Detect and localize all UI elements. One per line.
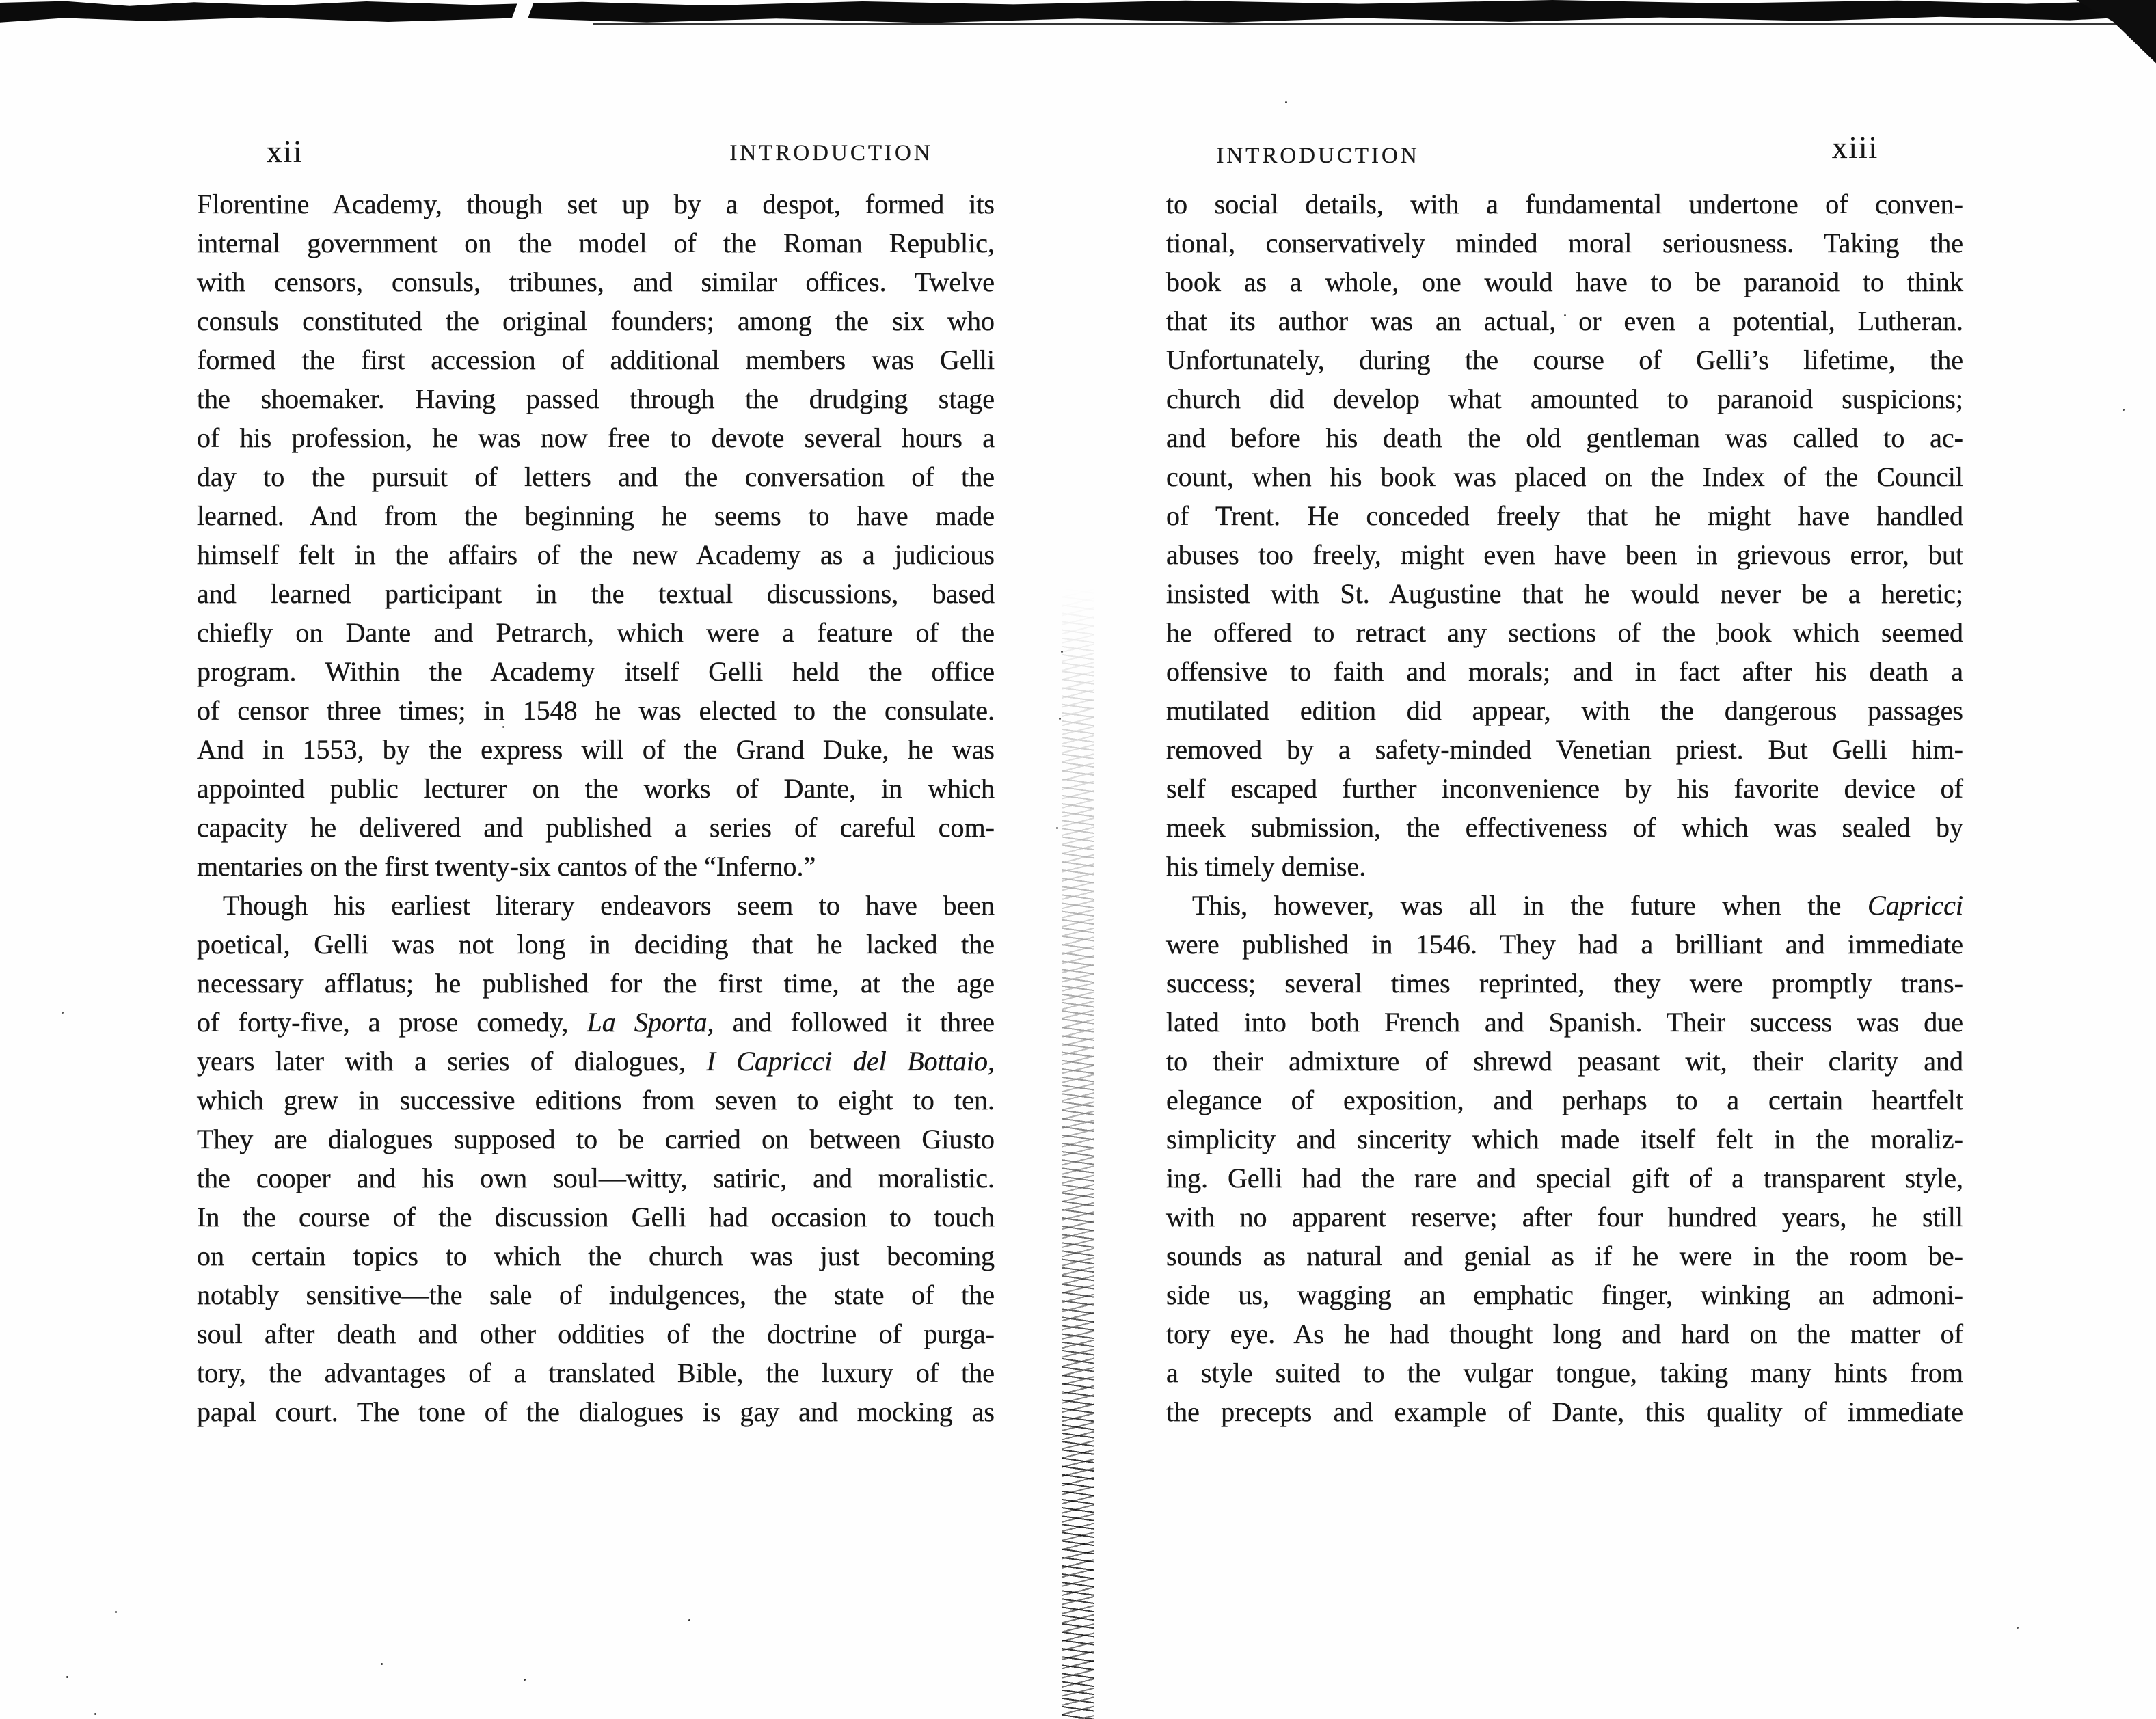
text-segment: and followed it three <box>714 1007 995 1038</box>
text-line: meek submission, the effectiveness of which was sealed by <box>1166 812 1963 843</box>
text-line: sounds as natural and genial as if he were in the room be- <box>1166 1241 1963 1271</box>
text-line: the precepts and example of Dante, this quality of immediate <box>1166 1396 1963 1427</box>
text-line <box>197 1042 995 1081</box>
text-line: tional, conservatively minded moral seriousness. Taking the <box>1166 228 1963 258</box>
text-line: necessary afflatus; he published for the first time, at the age <box>197 968 995 999</box>
text-line: mentaries on the first twenty-six cantos of the “Inferno.” <box>197 851 816 882</box>
text-line: were published in 1546. They had a brilliant and immediate <box>1166 929 1963 960</box>
text-line: Unfortunately, during the course of Gelli’s lifetime, the <box>1166 344 1963 375</box>
text-line: formed the first accession of additional members was Gelli <box>197 344 995 375</box>
text-line: soul after death and other oddities of the doctrine of purga- <box>197 1318 995 1349</box>
page-number-right: xiii <box>1832 131 1879 165</box>
text-line: offensive to faith and morals; and in fact after his death a <box>1166 656 1963 687</box>
text-line: Though his earliest literary endeavors seem to have been <box>223 890 995 921</box>
paragraph <box>1166 886 1963 1431</box>
italic-text-segment: La Sporta, <box>587 1007 714 1038</box>
text-line: he offered to retract any sections of the book which seemed <box>1166 617 1963 648</box>
italic-text-segment: Capricci <box>1868 890 1963 921</box>
text-segment: of forty-five, a prose comedy, <box>197 1007 587 1038</box>
paragraph <box>197 185 995 886</box>
text-line: of his profession, he was now free to devote several hours a <box>197 422 995 453</box>
text-line: ing. Gelli had the rare and special gift of a transparent style, <box>1166 1163 1963 1193</box>
text-line: day to the pursuit of letters and the conversation of the <box>197 461 995 492</box>
text-line: poetical, Gelli was not long in deciding that he lacked the <box>197 929 995 960</box>
text-line: Florentine Academy, though set up by a despot, formed its <box>197 189 995 219</box>
text-line: of censor three times; in 1548 he was elected to the consulate. <box>197 695 995 726</box>
page-number-left: xii <box>267 135 304 169</box>
text-line: elegance of exposition, and perhaps to a certain heartfelt <box>1166 1085 1963 1115</box>
text-line: They are dialogues supposed to be carried on between Giusto <box>197 1124 995 1154</box>
text-line: to their admixture of shrewd peasant wit, their clarity and <box>1166 1046 1963 1077</box>
text-line: which grew in successive editions from seven to eight to ten. <box>197 1085 995 1115</box>
text-line: tory eye. As he had thought long and hard on the matter of <box>1166 1318 1963 1349</box>
text-line: tory, the advantages of a translated Bible, the luxury of the <box>197 1357 995 1388</box>
italic-text-segment: I Capricci del Bottaio, <box>706 1046 995 1077</box>
text-line: with no apparent reserve; after four hundred years, he still <box>1166 1202 1963 1232</box>
text-line: himself felt in the affairs of the new Academy as a judicious <box>197 539 995 570</box>
text-line: to social details, with a fundamental undertone of conven- <box>1166 189 1963 219</box>
text-line: And in 1553, by the express will of the Grand Duke, he was <box>197 734 995 765</box>
paragraph <box>1166 185 1963 886</box>
text-line: notably sensitive—the sale of indulgences, the state of the <box>197 1280 995 1310</box>
text-line: church did develop what amounted to paranoid suspicions; <box>1166 383 1963 414</box>
text-segment: This, however, was all in the future when the <box>1192 890 1868 921</box>
running-head-left: INTRODUCTION <box>729 141 933 165</box>
text-line: success; several times reprinted, they were promptly trans- <box>1166 968 1963 999</box>
text-line: consuls constituted the original founders; among the six who <box>197 306 995 336</box>
text-line: learned. And from the beginning he seems to have made <box>197 500 995 531</box>
text-line: lated into both French and Spanish. Their success was due <box>1166 1007 1963 1038</box>
running-head-right: INTRODUCTION <box>1216 144 1420 168</box>
text-line: removed by a safety-minded Venetian priest. But Gelli him- <box>1166 734 1963 765</box>
text-line: count, when his book was placed on the Index of the Council <box>1166 461 1963 492</box>
text-line: mutilated edition did appear, with the dangerous passages <box>1166 695 1963 726</box>
text-line: on certain topics to which the church was just becoming <box>197 1241 995 1271</box>
text-line: book as a whole, one would have to be paranoid to think <box>1166 267 1963 297</box>
text-line: that its author was an actual, or even a potential, Lutheran. <box>1166 306 1963 336</box>
text-line: of Trent. He conceded freely that he might have handled <box>1166 500 1963 531</box>
text-line: his timely demise. <box>1166 851 1366 882</box>
text-line: simplicity and sincerity which made itself felt in the moraliz- <box>1166 1124 1963 1154</box>
text-line: chiefly on Dante and Petrarch, which were a feature of the <box>197 617 995 648</box>
text-line: abuses too freely, might even have been in grievous error, but <box>1166 539 1963 570</box>
text-line: program. Within the Academy itself Gelli held the office <box>197 656 995 687</box>
text-line: papal court. The tone of the dialogues is gay and mocking as <box>197 1396 995 1427</box>
text-column-left <box>197 185 995 1431</box>
text-line: side us, wagging an emphatic finger, winking an admoni- <box>1166 1280 1963 1310</box>
text-line <box>197 1003 995 1042</box>
text-line: self escaped further inconvenience by his favorite device of <box>1166 773 1963 804</box>
text-line: a style suited to the vulgar tongue, taking many hints from <box>1166 1357 1963 1388</box>
text-segment: years later with a series of dialogues, <box>197 1046 707 1077</box>
paragraph <box>197 886 995 1431</box>
text-line: internal government on the model of the Roman Republic, <box>197 228 995 258</box>
text-line: insisted with St. Augustine that he would never be a heretic; <box>1166 578 1963 609</box>
text-line: and learned participant in the textual discussions, based <box>197 578 995 609</box>
text-line: the shoemaker. Having passed through the drudging stage <box>197 383 995 414</box>
text-column-right <box>1166 185 1963 1431</box>
text-line: the cooper and his own soul—witty, satiric, and moralistic. <box>197 1163 995 1193</box>
text-line: appointed public lecturer on the works of Dante, in which <box>197 773 995 804</box>
text-line: with censors, consuls, tribunes, and similar offices. Twelve <box>197 267 995 297</box>
text-line: In the course of the discussion Gelli had occasion to touch <box>197 1202 995 1232</box>
text-line: capacity he delivered and published a series of careful com- <box>197 812 995 843</box>
text-line <box>1166 886 1963 925</box>
text-line: and before his death the old gentleman was called to ac- <box>1166 422 1963 453</box>
page-xiii <box>1094 0 2156 1719</box>
page-xii <box>0 0 1073 1719</box>
